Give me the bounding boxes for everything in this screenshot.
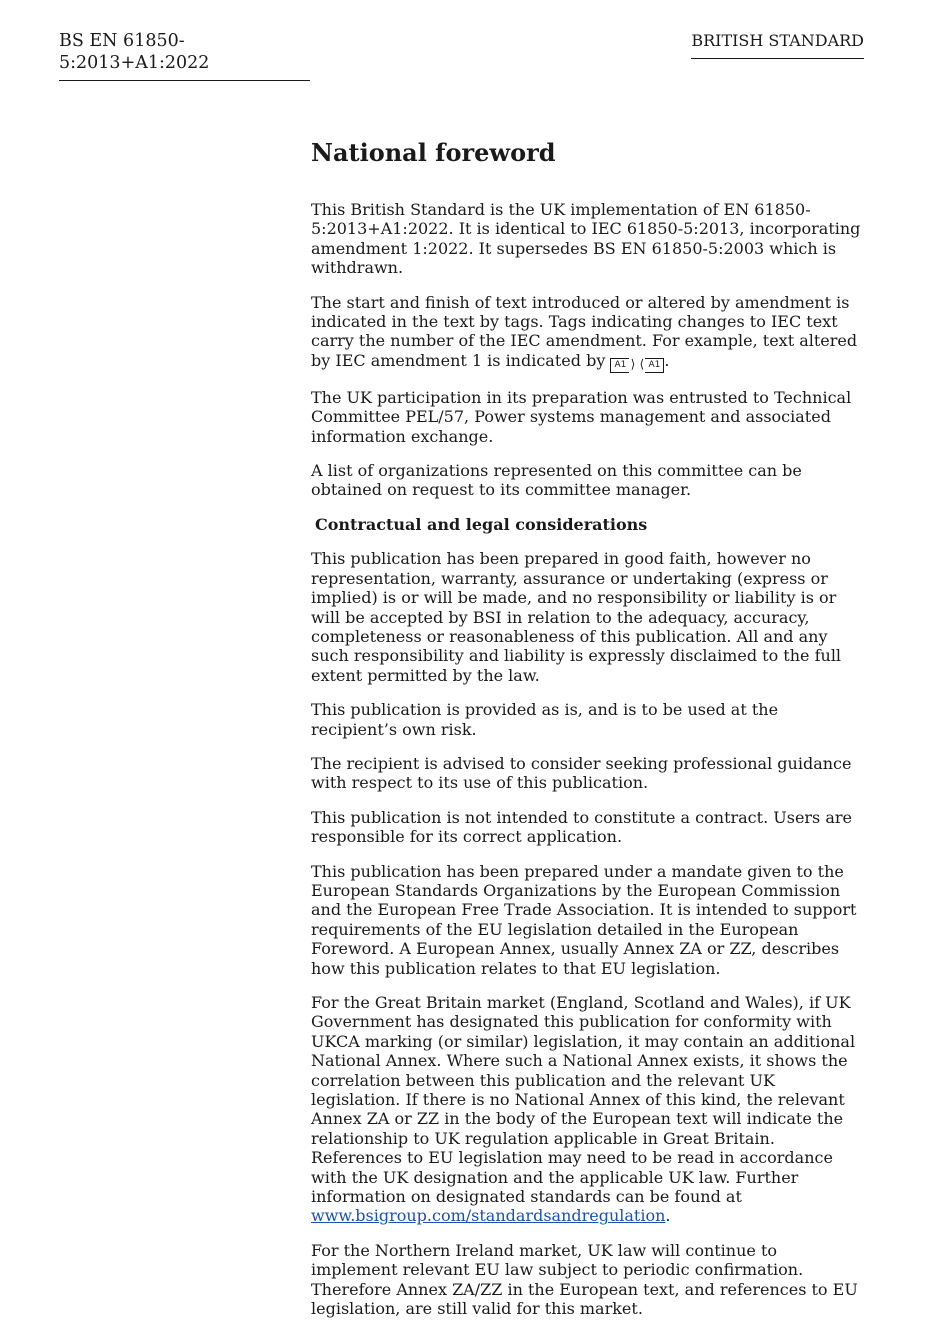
paragraph-great-britain — [311, 993, 867, 1226]
paragraph-northern-ireland: For the Northern Ireland market, UK law will continue to implement relevant EU law subject to periodic confirmation. Therefore Annex ZA/ZZ in the European text, and references to EU legislation, are still valid for this market. — [311, 1240, 858, 1319]
paragraph-committee: The UK participation in its preparation was entrusted to Technical Committee PEL/57, Power systems management and associated information exchange. — [311, 387, 852, 446]
paragraph-implementation: This British Standard is the UK implementation of EN 61850-5:2013+A1:2022. It is identical to IEC 61850-5:2013, incorporating amendment 1:2022. It supersedes BS EN 61850-5:2003 which is withdrawn. — [311, 200, 861, 278]
paragraph-organizations: A list of organizations represented on this committee can be obtained on request to its committee manager. — [311, 461, 802, 500]
foreword-content — [311, 136, 867, 1334]
paragraph-amendment-tags — [311, 293, 867, 373]
bsi-standards-link[interactable]: www.bsigroup.com/standardsandregulation — [311, 1206, 666, 1226]
paragraph-own-risk: This publication is provided as is, and is to be used at the recipient’s own risk. — [311, 700, 779, 739]
page-title: National foreword — [311, 138, 556, 167]
amendment-tags-text: The start and finish of text introduced or altered by amendment is indicated in the text by tags. Tags indicating changes to IEC text carry the number of the IEC amendment. For example, text altered by IEC amendment 1 is indicated by — [311, 292, 858, 370]
paragraph-guidance: The recipient is advised to consider seeking professional guidance with respect to its use of this publication. — [311, 753, 852, 793]
paragraph-mandate: This publication has been prepared under a mandate given to the European Standards Organizations by the European Commission and the European Free Trade Association. It is intended to support requirements of the EU legislation detailed in the European Foreword. A European Annex, usually Annex ZA or ZZ, describes how this publication relates to that EU legislation. — [311, 861, 857, 978]
great-britain-text: For the Great Britain market (England, Scotland and Wales), if UK Government has designated this publication for conformity with UKCA marking (or similar) legislation, it may contain an additional National Annex. Where such a National Annex exists, it shows the correlation between this publication and the relevant UK legislation. If there is no National Annex of this kind, the relevant Annex ZA or ZZ in the body of the European text will indicate the relationship to UK regulation applicable in Great Britain. References to EU legislation may need to be read in accordance with the UK designation and the applicable UK law. Further information on designated standards can be found at — [311, 993, 856, 1207]
section-heading-contractual: Contractual and legal considerations — [315, 514, 648, 534]
header-standard-number: BS EN 61850-5:2013+A1:2022 — [59, 30, 310, 81]
header-british-standard: BRITISH STANDARD — [691, 30, 864, 59]
great-britain-end: . — [665, 1206, 671, 1226]
amendment-open-tag-icon: A1 ⟩ — [610, 358, 629, 373]
paragraph-contract: This publication is not intended to constitute a contract. Users are responsible for its correct application. — [311, 807, 853, 847]
amendment-tags-end: . — [664, 350, 670, 370]
paragraph-good-faith: This publication has been prepared in good faith, however no representation, warranty, assurance or undertaking (express or implied) is or will be made, and no responsibility or liability is or will be accepted by BSI in relation to the adequacy, accuracy, completeness or reasonableness of this publication. All and any such responsibility and liability is expressly disclaimed to the full extent permitted by the law. — [311, 549, 842, 685]
amendment-close-tag-icon: ⟨ A1 — [645, 358, 664, 373]
